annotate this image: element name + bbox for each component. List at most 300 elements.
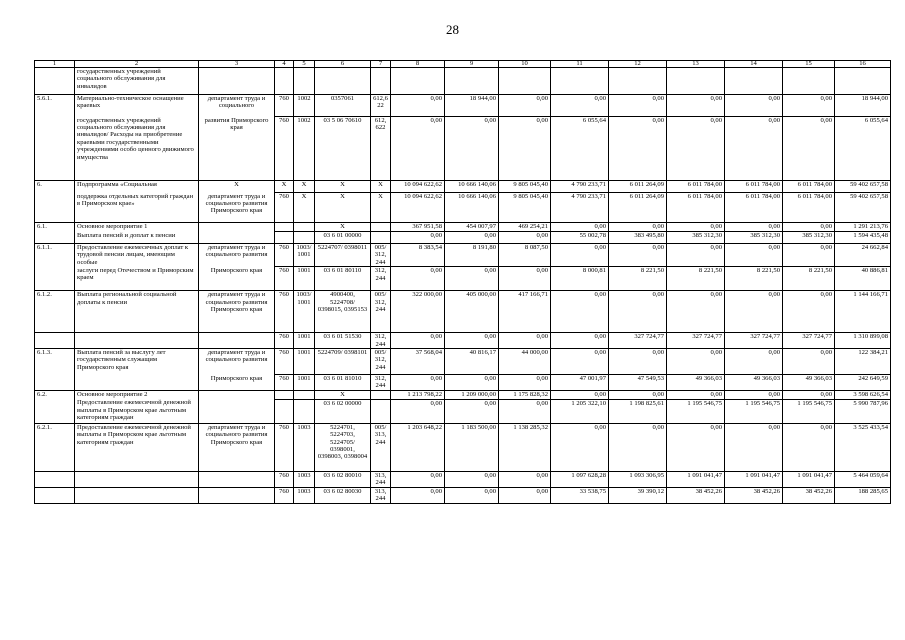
table-cell-col10: 44 000,00 — [499, 349, 551, 375]
table-cell-col14: 1 195 546,75 — [725, 399, 783, 423]
table-cell-col4 — [275, 68, 294, 95]
table-cell-col4: 760 — [275, 95, 294, 117]
table-cell-col2: Выплата пенсий и доплат к пенсии — [75, 232, 199, 244]
table-cell-col11: 1 205 322,10 — [551, 399, 609, 423]
table-cell-col15: 0,00 — [783, 349, 835, 375]
table-cell-col16: 18 944,00 — [835, 95, 891, 117]
table-cell-col11: 55 002,78 — [551, 232, 609, 244]
table-cell-col6: X — [315, 193, 371, 223]
table-cell-col8: 0,00 — [391, 117, 445, 181]
table-cell-col15: 0,00 — [783, 423, 835, 471]
table-cell-col16 — [835, 68, 891, 95]
table-cell-col11: 0,00 — [551, 349, 609, 375]
table-cell-col1 — [35, 267, 75, 291]
table-cell-col9: 0,00 — [445, 117, 499, 181]
table-cell-col13: 0,00 — [667, 390, 725, 399]
table-cell-col12: 39 390,12 — [609, 487, 667, 503]
table-cell-col6: 03 6 01 00000 — [315, 232, 371, 244]
table-cell-col10: 417 166,71 — [499, 291, 551, 333]
table-cell-col2: Предоставление ежемесячной денежной выплаты в Приморском крае льготным категориям граждан — [75, 423, 199, 471]
table-cell-col6: 5224707/ 0398011 — [315, 244, 371, 267]
table-cell-col11: 0,00 — [551, 95, 609, 117]
table-row — [35, 193, 891, 223]
table-cell-col1 — [35, 487, 75, 503]
table-cell-col13: 6 011 784,00 — [667, 193, 725, 223]
table-cell-col9: 10 666 140,06 — [445, 181, 499, 193]
table-cell-col3: Приморского края — [199, 375, 275, 391]
table-cell-col6: X — [315, 223, 371, 232]
column-number: 11 — [551, 61, 609, 68]
column-number: 9 — [445, 61, 499, 68]
table-cell-col12: 47 549,53 — [609, 375, 667, 391]
table-cell-col5: 1001 — [294, 349, 315, 375]
table-row — [35, 375, 891, 391]
table-cell-col4 — [275, 232, 294, 244]
table-cell-col12: 383 495,80 — [609, 232, 667, 244]
table-cell-col7: 005/ 313, 244 — [371, 423, 391, 471]
table-cell-col14: 327 724,77 — [725, 333, 783, 349]
table-cell-col5: 1001 — [294, 333, 315, 349]
table-cell-col1: 6.1.1. — [35, 244, 75, 267]
table-cell-col8: 0,00 — [391, 487, 445, 503]
table-cell-col14: 8 221,50 — [725, 267, 783, 291]
table-cell-col4 — [275, 390, 294, 399]
table-cell-col9: 405 000,00 — [445, 291, 499, 333]
table-cell-col15: 38 452,26 — [783, 487, 835, 503]
table-cell-col7: X — [371, 181, 391, 193]
table-cell-col3: департамент труда и социального развития Приморского края — [199, 193, 275, 223]
table-cell-col5 — [294, 232, 315, 244]
table-cell-col16: 59 402 657,58 — [835, 193, 891, 223]
table-cell-col11: 0,00 — [551, 244, 609, 267]
table-cell-col6: X — [315, 181, 371, 193]
table-cell-col7: 005/ 312, 244 — [371, 291, 391, 333]
table-cell-col7: 612, 622 — [371, 117, 391, 181]
table-cell-col9 — [445, 68, 499, 95]
table-cell-col10: 0,00 — [499, 375, 551, 391]
table-cell-col1: 6.2.1. — [35, 423, 75, 471]
table-cell-col11: 8 000,81 — [551, 267, 609, 291]
table-cell-col1 — [35, 117, 75, 181]
table-cell-col10: 0,00 — [499, 95, 551, 117]
table-cell-col15: 385 312,30 — [783, 232, 835, 244]
table-cell-col2 — [75, 333, 199, 349]
table-cell-col16: 3 598 626,54 — [835, 390, 891, 399]
table-cell-col1: 5.6.1. — [35, 95, 75, 117]
column-number: 1 — [35, 61, 75, 68]
table-row — [35, 349, 891, 375]
table-cell-col8: 0,00 — [391, 232, 445, 244]
table-cell-col14: 0,00 — [725, 291, 783, 333]
table-cell-col13: 0,00 — [667, 117, 725, 181]
table-cell-col10: 1 175 828,32 — [499, 390, 551, 399]
table-cell-col15: 0,00 — [783, 95, 835, 117]
table-cell-col9: 454 007,97 — [445, 223, 499, 232]
table-cell-col3 — [199, 223, 275, 232]
page-number: 28 — [446, 22, 459, 37]
table-cell-col13: 0,00 — [667, 223, 725, 232]
table-cell-col3 — [199, 333, 275, 349]
table-cell-col5: 1001 — [294, 267, 315, 291]
table-row — [35, 399, 891, 423]
table-cell-col12: 6 011 264,09 — [609, 181, 667, 193]
table-cell-col6: 5224701, 5224703, 5224705/ 0398001, 0398003, 0398004 — [315, 423, 371, 471]
table-cell-col8: 1 213 798,22 — [391, 390, 445, 399]
table-row — [35, 390, 891, 399]
table-cell-col2: заслуги перед Отечеством и Приморским краем — [75, 267, 199, 291]
table-cell-col14: 0,00 — [725, 117, 783, 181]
table-cell-col7 — [371, 232, 391, 244]
table-cell-col15: 0,00 — [783, 244, 835, 267]
table-cell-col12: 6 011 264,09 — [609, 193, 667, 223]
table-row — [35, 291, 891, 333]
table-cell-col7: 312, 244 — [371, 375, 391, 391]
table-cell-col13: 0,00 — [667, 291, 725, 333]
table-cell-col10: 0,00 — [499, 471, 551, 487]
table-cell-col5: X — [294, 193, 315, 223]
column-number: 13 — [667, 61, 725, 68]
table-cell-col14: 0,00 — [725, 423, 783, 471]
table-cell-col13: 6 011 784,00 — [667, 181, 725, 193]
table-cell-col2 — [75, 375, 199, 391]
table-cell-col4: 760 — [275, 244, 294, 267]
table-cell-col3: департамент труда и социального развития Приморского края — [199, 291, 275, 333]
table-cell-col11: 47 001,97 — [551, 375, 609, 391]
table-cell-col7 — [371, 68, 391, 95]
table-cell-col9: 8 191,80 — [445, 244, 499, 267]
table-cell-col11: 0,00 — [551, 291, 609, 333]
table-cell-col14: 0,00 — [725, 223, 783, 232]
table-cell-col11: 6 055,64 — [551, 117, 609, 181]
table-cell-col6: 03 6 01 81010 — [315, 375, 371, 391]
table-row — [35, 95, 891, 117]
table-cell-col6: 03 6 02 00000 — [315, 399, 371, 423]
table-row — [35, 223, 891, 232]
table-cell-col13: 385 312,30 — [667, 232, 725, 244]
table-row — [35, 471, 891, 487]
table-cell-col15: 0,00 — [783, 223, 835, 232]
table-cell-col16: 5 990 787,96 — [835, 399, 891, 423]
table-cell-col9: 0,00 — [445, 333, 499, 349]
table-cell-col12: 0,00 — [609, 244, 667, 267]
table-cell-col2: поддержка отдельных категорий граждан в Приморском крае» — [75, 193, 199, 223]
table-cell-col9: 1 209 000,00 — [445, 390, 499, 399]
table-cell-col8: 0,00 — [391, 267, 445, 291]
table-cell-col12: 1 198 825,61 — [609, 399, 667, 423]
table-row — [35, 423, 891, 471]
table-row — [35, 333, 891, 349]
table-cell-col12: 0,00 — [609, 95, 667, 117]
table-cell-col4: 760 — [275, 291, 294, 333]
column-number: 14 — [725, 61, 783, 68]
table-cell-col9: 10 666 140,06 — [445, 193, 499, 223]
table-cell-col1 — [35, 68, 75, 95]
table-cell-col7: 312, 244 — [371, 333, 391, 349]
table-cell-col12: 8 221,50 — [609, 267, 667, 291]
table-cell-col10: 9 805 045,40 — [499, 193, 551, 223]
table-cell-col6: X — [315, 390, 371, 399]
table-row — [35, 267, 891, 291]
table-cell-col10: 9 805 045,40 — [499, 181, 551, 193]
table-cell-col11: 4 790 233,71 — [551, 181, 609, 193]
table-cell-col3 — [199, 390, 275, 399]
table-cell-col5 — [294, 390, 315, 399]
budget-table — [34, 60, 891, 504]
table-cell-col16: 1 310 899,08 — [835, 333, 891, 349]
table-cell-col15 — [783, 68, 835, 95]
table-cell-col14: 0,00 — [725, 390, 783, 399]
table-cell-col6: 03 5 06 70610 — [315, 117, 371, 181]
table-cell-col16: 3 525 433,54 — [835, 423, 891, 471]
table-row — [35, 232, 891, 244]
table-cell-col13: 49 366,03 — [667, 375, 725, 391]
table-cell-col16: 188 285,65 — [835, 487, 891, 503]
table-cell-col7 — [371, 223, 391, 232]
table-cell-col4: 760 — [275, 193, 294, 223]
table-cell-col10: 0,00 — [499, 487, 551, 503]
table-cell-col10: 0,00 — [499, 117, 551, 181]
table-cell-col2 — [75, 487, 199, 503]
table-cell-col1 — [35, 471, 75, 487]
table-cell-col2: государственных учреждений социального обслуживания для инвалидов/ Расходы на приобретение краевыми государственными учреждениями особо ценного движимого имущества — [75, 117, 199, 181]
table-cell-col3 — [199, 487, 275, 503]
table-cell-col8 — [391, 68, 445, 95]
table-cell-col11: 0,00 — [551, 423, 609, 471]
table-cell-col4: 760 — [275, 423, 294, 471]
table-cell-col15: 0,00 — [783, 291, 835, 333]
table-cell-col8: 0,00 — [391, 471, 445, 487]
table-cell-col5: 1003 — [294, 487, 315, 503]
table-cell-col4: 760 — [275, 375, 294, 391]
table-cell-col8: 0,00 — [391, 333, 445, 349]
table-cell-col6: 0357061 — [315, 95, 371, 117]
table-cell-col4: 760 — [275, 471, 294, 487]
table-cell-col4: 760 — [275, 349, 294, 375]
table-row — [35, 68, 891, 95]
table-cell-col16: 24 662,84 — [835, 244, 891, 267]
table-cell-col13: 38 452,26 — [667, 487, 725, 503]
table-cell-col12: 0,00 — [609, 117, 667, 181]
table-cell-col5 — [294, 68, 315, 95]
table-cell-col7: 313, 244 — [371, 487, 391, 503]
table-cell-col14: 49 366,03 — [725, 375, 783, 391]
table-cell-col10: 0,00 — [499, 232, 551, 244]
table-cell-col13: 327 724,77 — [667, 333, 725, 349]
table-cell-col15: 1 091 041,47 — [783, 471, 835, 487]
table-cell-col7: 312, 244 — [371, 267, 391, 291]
table-cell-col8: 1 203 648,22 — [391, 423, 445, 471]
table-cell-col12: 0,00 — [609, 223, 667, 232]
table-cell-col2: Предоставление ежемесячной денежной выплаты в Приморском крае льготным категориям граждан — [75, 399, 199, 423]
table-cell-col3 — [199, 471, 275, 487]
table-cell-col12: 0,00 — [609, 423, 667, 471]
table-cell-col12: 327 724,77 — [609, 333, 667, 349]
table-cell-col10: 1 138 285,32 — [499, 423, 551, 471]
table-cell-col16: 242 649,59 — [835, 375, 891, 391]
table-cell-col16: 122 384,21 — [835, 349, 891, 375]
table-cell-col1: 6. — [35, 181, 75, 193]
table-cell-col12: 1 093 306,95 — [609, 471, 667, 487]
table-cell-col10: 469 254,21 — [499, 223, 551, 232]
table-cell-col6 — [315, 68, 371, 95]
table-cell-col2: государственных учреждений социального обслуживания для инвалидов — [75, 68, 199, 95]
table-cell-col14 — [725, 68, 783, 95]
table-cell-col6: 4900400, 5224708/ 0398015, 0395153 — [315, 291, 371, 333]
table-cell-col8: 322 000,00 — [391, 291, 445, 333]
table-cell-col7: 612,6 22 — [371, 95, 391, 117]
table-cell-col7 — [371, 390, 391, 399]
table-cell-col3: департамент труда и социального развития Приморского края — [199, 423, 275, 471]
table-cell-col5: 1002 — [294, 95, 315, 117]
table-cell-col5 — [294, 399, 315, 423]
table-cell-col10: 0,00 — [499, 267, 551, 291]
table-cell-col3: Приморского края — [199, 267, 275, 291]
table-cell-col5: 1003/ 1001 — [294, 291, 315, 333]
table-row — [35, 487, 891, 503]
table-cell-col2 — [75, 471, 199, 487]
column-number: 16 — [835, 61, 891, 68]
table-cell-col13 — [667, 68, 725, 95]
table-cell-col6: 03 6 02 80030 — [315, 487, 371, 503]
table-cell-col8: 10 094 622,62 — [391, 193, 445, 223]
table-cell-col8: 0,00 — [391, 95, 445, 117]
table-cell-col8: 10 094 622,62 — [391, 181, 445, 193]
table-cell-col16: 1 291 213,76 — [835, 223, 891, 232]
table-cell-col5: 1003/ 1001 — [294, 244, 315, 267]
table-row — [35, 117, 891, 181]
table-cell-col3 — [199, 232, 275, 244]
table-cell-col4: 760 — [275, 487, 294, 503]
table-cell-col9: 0,00 — [445, 375, 499, 391]
table-cell-col3: развития Приморского края — [199, 117, 275, 181]
table-cell-col15: 327 724,77 — [783, 333, 835, 349]
table-cell-col5: 1003 — [294, 423, 315, 471]
column-number: 8 — [391, 61, 445, 68]
table-cell-col13: 8 221,50 — [667, 267, 725, 291]
table-cell-col16: 5 464 059,64 — [835, 471, 891, 487]
table-cell-col10 — [499, 68, 551, 95]
table-cell-col4: 760 — [275, 267, 294, 291]
table-cell-col5: 1001 — [294, 375, 315, 391]
table-cell-col8: 0,00 — [391, 399, 445, 423]
table-cell-col4: X — [275, 181, 294, 193]
table-cell-col9: 18 944,00 — [445, 95, 499, 117]
table-row — [35, 244, 891, 267]
table-cell-col14: 385 312,30 — [725, 232, 783, 244]
table-cell-col14: 0,00 — [725, 95, 783, 117]
table-cell-col11: 0,00 — [551, 333, 609, 349]
table-cell-col4: 760 — [275, 117, 294, 181]
table-cell-col15: 0,00 — [783, 390, 835, 399]
table-cell-col16: 40 886,81 — [835, 267, 891, 291]
table-cell-col14: 6 011 784,00 — [725, 181, 783, 193]
table-cell-col13: 1 091 041,47 — [667, 471, 725, 487]
table-cell-col11: 33 538,75 — [551, 487, 609, 503]
column-number: 7 — [371, 61, 391, 68]
table-cell-col16: 6 055,64 — [835, 117, 891, 181]
table-cell-col7: 313, 244 — [371, 471, 391, 487]
table-cell-col9: 40 816,17 — [445, 349, 499, 375]
table-cell-col11: 4 790 233,71 — [551, 193, 609, 223]
table-cell-col3: X — [199, 181, 275, 193]
table-cell-col12 — [609, 68, 667, 95]
table-cell-col7: 005/ 312, 244 — [371, 349, 391, 375]
table-cell-col7: X — [371, 193, 391, 223]
table-cell-col8: 0,00 — [391, 375, 445, 391]
table-cell-col14: 0,00 — [725, 244, 783, 267]
table-cell-col1 — [35, 399, 75, 423]
column-number-row — [35, 61, 891, 68]
table-cell-col8: 37 568,04 — [391, 349, 445, 375]
table-cell-col3 — [199, 399, 275, 423]
table-cell-col6: 5224709/ 0398101 — [315, 349, 371, 375]
table-cell-col5: 1002 — [294, 117, 315, 181]
table-cell-col5 — [294, 223, 315, 232]
table-cell-col2: Выплата региональной социальной доплаты к пенсии — [75, 291, 199, 333]
column-number: 3 — [199, 61, 275, 68]
table-cell-col4 — [275, 399, 294, 423]
table-cell-col1 — [35, 375, 75, 391]
table-cell-col13: 0,00 — [667, 423, 725, 471]
table-cell-col14: 6 011 784,00 — [725, 193, 783, 223]
column-number: 6 — [315, 61, 371, 68]
table-cell-col3: департамент труда и социального развития — [199, 244, 275, 267]
table-cell-col16: 59 402 657,58 — [835, 181, 891, 193]
column-number: 15 — [783, 61, 835, 68]
table-cell-col2: Основное мероприятие 2 — [75, 390, 199, 399]
table-cell-col14: 0,00 — [725, 349, 783, 375]
table-cell-col8: 367 951,58 — [391, 223, 445, 232]
table-cell-col1 — [35, 193, 75, 223]
table-cell-col11: 1 097 628,28 — [551, 471, 609, 487]
table-cell-col13: 0,00 — [667, 244, 725, 267]
table-cell-col1: 6.1.2. — [35, 291, 75, 333]
table-cell-col1 — [35, 232, 75, 244]
table-cell-col2: Предоставление ежемесячных доплат к трудовой пенсии лицам, имеющим особые — [75, 244, 199, 267]
table-cell-col11: 0,00 — [551, 223, 609, 232]
table-row — [35, 181, 891, 193]
table-cell-col14: 38 452,26 — [725, 487, 783, 503]
table-cell-col9: 0,00 — [445, 232, 499, 244]
column-number: 5 — [294, 61, 315, 68]
table-cell-col15: 1 195 546,75 — [783, 399, 835, 423]
table-cell-col6: 03 6 01 51530 — [315, 333, 371, 349]
table-cell-col15: 0,00 — [783, 117, 835, 181]
table-cell-col1: 6.1.3. — [35, 349, 75, 375]
table-cell-col1 — [35, 333, 75, 349]
table-cell-col11 — [551, 68, 609, 95]
column-number: 10 — [499, 61, 551, 68]
table-cell-col5: 1003 — [294, 471, 315, 487]
table-cell-col13: 0,00 — [667, 349, 725, 375]
table-cell-col5: X — [294, 181, 315, 193]
table-cell-col9: 0,00 — [445, 267, 499, 291]
table-cell-col3 — [199, 68, 275, 95]
table-cell-col15: 8 221,50 — [783, 267, 835, 291]
table-cell-col1: 6.1. — [35, 223, 75, 232]
table-cell-col2: Выплата пенсий за выслугу лет государственным служащим Приморского края — [75, 349, 199, 375]
table-cell-col10: 0,00 — [499, 333, 551, 349]
table-cell-col9: 1 183 500,00 — [445, 423, 499, 471]
table-cell-col9: 0,00 — [445, 487, 499, 503]
table-cell-col8: 8 383,54 — [391, 244, 445, 267]
table-cell-col9: 0,00 — [445, 471, 499, 487]
table-cell-col2: Основное мероприятие 1 — [75, 223, 199, 232]
table-cell-col7: 005/ 312, 244 — [371, 244, 391, 267]
table-cell-col14: 1 091 041,47 — [725, 471, 783, 487]
table-cell-col2: Подпрограмма «Социальная — [75, 181, 199, 193]
column-number: 2 — [75, 61, 199, 68]
